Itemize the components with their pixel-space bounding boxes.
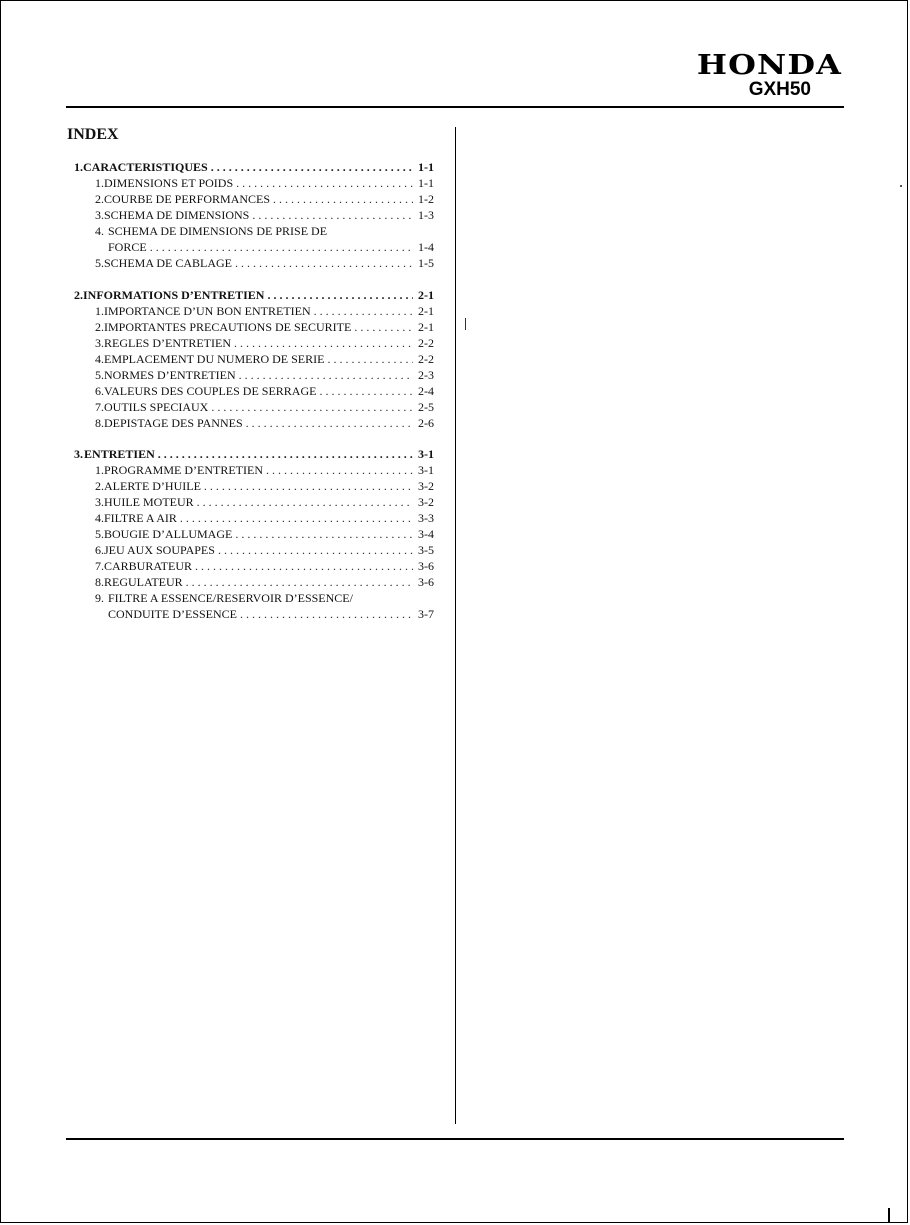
column-divider — [455, 127, 456, 1124]
toc-entry[interactable] — [74, 303, 434, 319]
entry-number: 3. — [95, 335, 104, 350]
toc-entry[interactable] — [74, 367, 434, 383]
entry-label: CARBURATEUR — [104, 559, 193, 573]
entry-label: REGULATEUR — [104, 575, 183, 589]
toc-entry[interactable] — [74, 335, 434, 351]
toc-entry[interactable] — [74, 255, 434, 271]
entry-number: 1. — [95, 303, 104, 318]
entry-page: 2-6 — [418, 415, 434, 430]
entry-label: PROGRAMME D’ENTRETIEN — [104, 463, 263, 477]
entry-label: DIMENSIONS ET POIDS — [104, 176, 234, 190]
entry-page: 2-1 — [418, 303, 434, 318]
entry-page: 2-2 — [418, 335, 434, 350]
dot-leader — [195, 558, 413, 574]
dot-leader — [273, 191, 413, 207]
section-title: CARACTERISTIQUES — [83, 160, 208, 174]
entry-page: 3-7 — [418, 607, 434, 621]
entry-label: SCHEMA DE DIMENSIONS DE PRISE DE — [108, 224, 328, 238]
entry-page: 2-2 — [418, 351, 434, 366]
toc-entry[interactable] — [74, 462, 434, 478]
entry-label: JEU AUX SOUPAPES — [104, 543, 215, 557]
toc-entry[interactable] — [74, 399, 434, 415]
dot-leader — [204, 478, 413, 494]
entry-label: FILTRE A ESSENCE/RESERVOIR D’ESSENCE/ — [108, 591, 353, 605]
toc-entry[interactable] — [74, 383, 434, 399]
entry-label: FILTRE A AIR — [104, 511, 177, 525]
index-title: INDEX — [67, 126, 119, 143]
dot-leader — [158, 446, 413, 462]
entry-label: OUTILS SPECIAUX — [104, 399, 209, 414]
entry-number: 4. — [95, 351, 104, 366]
entry-page: 3-5 — [418, 543, 434, 557]
entry-page: 3-6 — [418, 575, 434, 589]
toc-entry[interactable] — [74, 526, 434, 542]
entry-number: 8. — [95, 575, 104, 589]
toc-entry[interactable] — [74, 191, 434, 207]
toc-entry[interactable] — [74, 542, 434, 558]
entry-number: 8. — [95, 415, 104, 430]
scan-mark — [900, 185, 902, 187]
entry-label: BOUGIE D’ALLUMAGE — [104, 527, 233, 541]
toc-entry[interactable] — [74, 207, 434, 223]
entry-number: 3. — [95, 208, 104, 222]
table-of-contents — [74, 159, 434, 638]
entry-page: 3-3 — [418, 511, 434, 525]
entry-number: 5. — [95, 256, 104, 270]
dot-leader — [246, 415, 413, 431]
entry-page: 2-1 — [418, 319, 434, 334]
header-rule — [66, 106, 844, 108]
entry-page: 1-3 — [418, 208, 434, 222]
section-page: 3-1 — [418, 447, 434, 461]
entry-label-continued: FORCE — [108, 240, 147, 254]
entry-label: HUILE MOTEUR — [104, 495, 194, 509]
entry-label: REGLES D’ENTRETIEN — [104, 335, 231, 350]
toc-section — [74, 159, 434, 271]
dot-leader — [150, 239, 413, 255]
entry-label: DEPISTAGE DES PANNES — [104, 415, 243, 430]
entry-label: ALERTE D’HUILE — [104, 479, 201, 493]
entry-page: 1-5 — [418, 256, 434, 270]
toc-entry[interactable] — [74, 590, 434, 606]
entry-number: 6. — [95, 543, 104, 557]
dot-leader — [319, 383, 413, 399]
toc-entry[interactable] — [74, 319, 434, 335]
entry-page: 3-6 — [418, 559, 434, 573]
dot-leader — [327, 351, 413, 367]
toc-entry[interactable] — [74, 510, 434, 526]
entry-number: 2. — [95, 479, 104, 493]
toc-entry[interactable] — [74, 415, 434, 431]
dot-leader — [267, 287, 413, 303]
dot-leader — [354, 319, 413, 335]
dot-leader — [236, 175, 413, 191]
dot-leader — [314, 303, 413, 319]
toc-section — [74, 446, 434, 622]
section-title: INFORMATIONS D’ENTRETIEN — [83, 287, 265, 302]
section-number: 3. — [74, 447, 83, 461]
dot-leader — [197, 494, 413, 510]
toc-entry[interactable] — [74, 478, 434, 494]
entry-label: VALEURS DES COUPLES DE SERRAGE — [104, 383, 317, 398]
entry-label: SCHEMA DE DIMENSIONS — [104, 208, 250, 222]
dot-leader — [235, 255, 413, 271]
scan-mark — [888, 1208, 890, 1222]
dot-leader — [180, 510, 413, 526]
entry-page: 3-2 — [418, 479, 434, 493]
entry-number: 9. — [95, 591, 104, 605]
entry-number: 6. — [95, 383, 104, 398]
entry-page: 2-3 — [418, 367, 434, 382]
toc-section-heading[interactable] — [74, 446, 434, 462]
brand-logo: HONDA — [696, 50, 842, 81]
dot-leader — [235, 526, 413, 542]
section-title: ENTRETIEN — [84, 447, 155, 461]
dot-leader — [211, 159, 413, 175]
entry-number: 7. — [95, 399, 104, 414]
entry-number: 2. — [95, 319, 104, 334]
entry-label: EMPLACEMENT DU NUMERO DE SERIE — [104, 351, 325, 366]
entry-number: 5. — [95, 527, 104, 541]
toc-entry[interactable] — [74, 351, 434, 367]
toc-entry[interactable] — [74, 494, 434, 510]
section-number: 2. — [74, 287, 83, 302]
section-page: 1-1 — [418, 160, 434, 174]
toc-entry[interactable] — [74, 574, 434, 590]
dot-leader — [266, 462, 413, 478]
entry-number: 4. — [95, 511, 104, 525]
entry-label: IMPORTANCE D’UN BON ENTRETIEN — [104, 303, 311, 318]
scan-mark — [465, 318, 466, 330]
toc-section — [74, 287, 434, 431]
entry-number: 3. — [95, 495, 104, 509]
entry-label: IMPORTANTES PRECAUTIONS DE SECURITE — [104, 319, 352, 334]
entry-page: 2-5 — [418, 399, 434, 414]
dot-leader — [239, 367, 413, 383]
entry-number: 1. — [95, 463, 104, 477]
toc-section-heading[interactable] — [74, 159, 434, 175]
entry-label: NORMES D’ENTRETIEN — [104, 367, 236, 382]
entry-page: 3-1 — [418, 463, 434, 477]
toc-entry-continuation[interactable] — [74, 239, 434, 255]
entry-page: 1-2 — [418, 192, 434, 206]
entry-page: 1-1 — [418, 176, 434, 190]
entry-number: 5. — [95, 367, 104, 382]
toc-entry-continuation[interactable] — [74, 606, 434, 622]
dot-leader — [252, 207, 413, 223]
section-number: 1. — [74, 160, 83, 174]
dot-leader — [211, 399, 413, 415]
dot-leader — [186, 574, 413, 590]
entry-page: 2-4 — [418, 383, 434, 398]
model-name: GXH50 — [748, 79, 811, 100]
footer-rule — [66, 1138, 844, 1140]
entry-number: 7. — [95, 559, 104, 573]
toc-entry[interactable] — [74, 223, 434, 239]
entry-number: 1. — [95, 176, 104, 190]
toc-section-heading[interactable] — [74, 287, 434, 303]
toc-entry[interactable] — [74, 558, 434, 574]
entry-label: COURBE DE PERFORMANCES — [104, 192, 271, 206]
entry-page: 1-4 — [418, 240, 434, 254]
entry-label: SCHEMA DE CABLAGE — [104, 256, 233, 270]
entry-page: 3-2 — [418, 495, 434, 509]
dot-leader — [218, 542, 413, 558]
toc-entry[interactable] — [74, 175, 434, 191]
dot-leader — [234, 335, 413, 351]
entry-number: 2. — [95, 192, 104, 206]
entry-number: 4. — [95, 224, 104, 238]
section-page: 2-1 — [418, 287, 434, 302]
entry-label-continued: CONDUITE D’ESSENCE — [108, 607, 237, 621]
dot-leader — [240, 606, 413, 622]
entry-page: 3-4 — [418, 527, 434, 541]
